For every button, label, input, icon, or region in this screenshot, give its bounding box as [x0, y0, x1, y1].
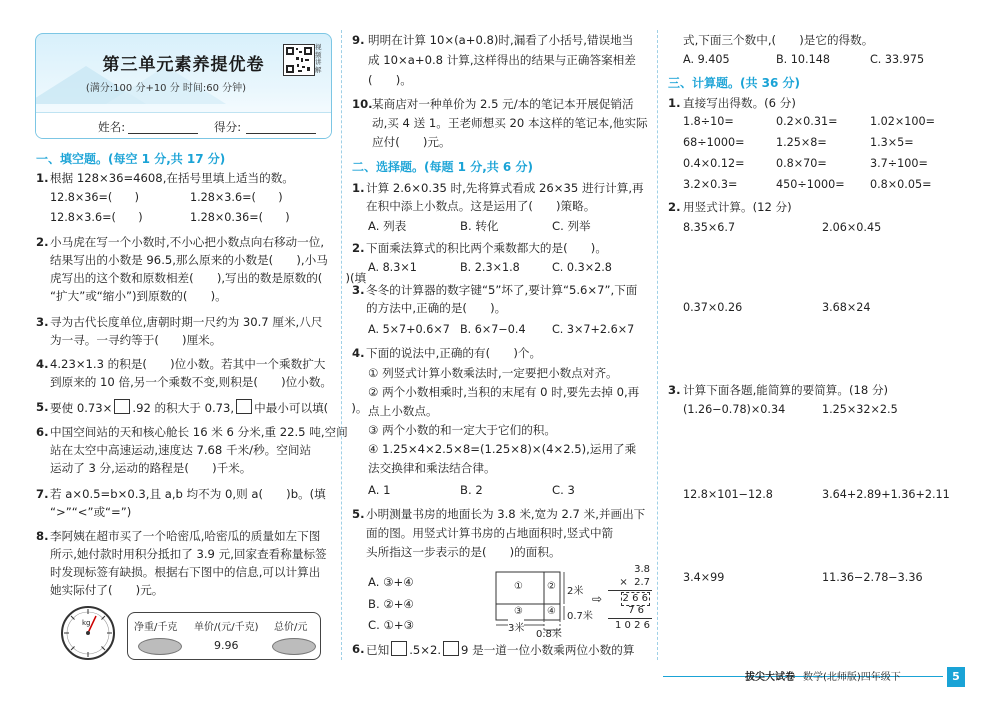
question-line: 计算 2.6×0.35 时,先将算式看成 26×35 进行计算,再: [366, 181, 644, 195]
question-number: 2.: [36, 235, 49, 249]
mental-calc-item[interactable]: 3.7÷100=: [870, 157, 928, 170]
vertical-multiplication: [602, 562, 654, 634]
question-line: 面的图。用竖式计算书房的占地面积时,竖式中箭: [366, 526, 614, 540]
option-b[interactable]: B. ②+④: [368, 597, 414, 611]
question-line: 应付( )元。: [372, 135, 451, 149]
question-line: 某商店对一种单价为 2.5 元/本的笔记本开展促销活: [372, 97, 634, 111]
vertical-line: 1 0 2 6: [615, 620, 650, 631]
c6-text-c: 9 是一道一位小数乘两位小数的算: [461, 643, 635, 657]
mental-calc-item[interactable]: 1.8÷10=: [683, 115, 734, 128]
name-field[interactable]: [128, 121, 198, 134]
c6-text-a: 已知: [366, 643, 390, 657]
question-line: 4.23×1.3 的积是( )位小数。若其中一个乘数扩大: [50, 357, 326, 371]
question-number: 3.: [352, 283, 365, 297]
vertical-calc-item[interactable]: 2.06×0.45: [822, 221, 882, 234]
question-number: 1.: [36, 171, 49, 185]
blank-box[interactable]: [443, 641, 459, 656]
option-a[interactable]: A. 8.3×1: [368, 261, 417, 274]
mental-calc-item[interactable]: 450÷1000=: [776, 178, 845, 191]
side-label: 2米: [567, 586, 584, 597]
table-header: 单价/(元/千克): [194, 622, 259, 633]
vertical-line: 2 6 6: [622, 593, 648, 604]
question-text: 用竖式计算。(12 分): [683, 200, 792, 214]
q5-text-a: 要使 0.73×: [50, 401, 113, 415]
statement: ④ 1.25×4×2.5×8=(1.25×8)×(4×2.5),运用了乘: [368, 442, 637, 456]
vertical-line: × 2.7: [619, 577, 650, 588]
question-number: 5.: [36, 400, 49, 414]
question-line: 她实际付了( )元。: [50, 583, 164, 597]
question-line: 虎写出的这个数和原数相差( ),写出的数是原数的( )(填: [50, 271, 367, 285]
vertical-rule: [608, 590, 652, 591]
score-field[interactable]: [246, 121, 316, 134]
mental-calc-item[interactable]: 0.8×0.05=: [870, 178, 932, 191]
vertical-line: 7 6: [628, 605, 644, 616]
table-header: 总价/元: [274, 622, 308, 633]
question-line: 结果写出的小数是 96.5,那么原来的小数是( ),小马: [50, 253, 328, 267]
vertical-calc-item[interactable]: 8.35×6.7: [683, 221, 736, 234]
statement: 点上小数点。: [368, 404, 438, 418]
question-line: 小明测量书房的地面长为 3.8 米,宽为 2.7 米,并画出下: [366, 507, 646, 521]
question-number: 2.: [352, 241, 365, 255]
price-label-table: [127, 612, 321, 660]
option-b[interactable]: B. 6×7−0.4: [460, 323, 526, 336]
smudged-value: [272, 638, 316, 655]
simplify-calc-item[interactable]: 1.25×32×2.5: [822, 403, 898, 416]
question-text: 直接写出得数。(6 分): [683, 96, 796, 110]
name-score-fields: [36, 112, 331, 139]
cell-label: ③: [514, 606, 523, 617]
question-number: 3.: [668, 383, 681, 397]
question-line: 寻为古代长度单位,唐朝时期一尺约为 30.7 厘米,八尺: [50, 315, 323, 329]
option-c[interactable]: C. 3: [552, 483, 575, 497]
smudged-value: [138, 638, 182, 655]
name-label: 姓名:: [98, 120, 126, 134]
simplify-calc-item[interactable]: 11.36−2.78−3.36: [822, 571, 923, 584]
blank-box[interactable]: [391, 641, 407, 656]
section-heading-choice: 二、选择题。(每题 1 分,共 6 分): [352, 160, 533, 174]
column-divider: [657, 30, 658, 660]
question-line: ( )。: [368, 73, 412, 87]
simplify-calc-item[interactable]: (1.26−0.78)×0.34: [683, 403, 786, 416]
bottom-label: 0.8米: [536, 629, 562, 640]
simplify-calc-item[interactable]: 3.4×99: [683, 571, 725, 584]
vertical-calc-item[interactable]: 0.37×0.26: [683, 301, 743, 314]
question-line: [366, 641, 634, 658]
option-b[interactable]: B. 2: [460, 483, 483, 497]
mental-calc-item[interactable]: 1.02×100=: [870, 115, 936, 128]
option-c[interactable]: C. 3×7+2.6×7: [552, 323, 635, 336]
unit-price-value: 9.96: [214, 639, 239, 652]
statement: 法交换律和乘法结合律。: [368, 461, 496, 475]
question-line: 中国空间站的天和核心舱长 16 米 6 分米,重 22.5 吨,空间: [50, 425, 348, 439]
q5-text-b: .92 的积大于 0.73,: [132, 401, 235, 415]
section-heading-calc: 三、计算题。(共 36 分): [668, 76, 801, 90]
footer-text: [745, 668, 901, 683]
question-line: “扩大”或“缩小”)到原数的( )。: [50, 289, 227, 303]
option-a[interactable]: A. 1: [368, 483, 391, 497]
question-text: 计算下面各题,能简算的要简算。(18 分): [683, 383, 889, 397]
exam-title: 第三单元素养提优卷: [102, 55, 265, 75]
vertical-line: 3.8: [634, 564, 650, 575]
question-number: 6.: [352, 642, 365, 656]
option-a[interactable]: A. 9.405: [683, 53, 730, 66]
question-line: 小马虎在写一个小数时,不小心把小数点向右移动一位,: [50, 235, 325, 249]
question-number: 4.: [352, 346, 365, 360]
mental-calc-item[interactable]: 68÷1000=: [683, 136, 745, 149]
scale-dial-icon: [60, 605, 116, 661]
simplify-calc-item[interactable]: 12.8×101−12.8: [683, 488, 773, 501]
option-c[interactable]: C. 列举: [552, 219, 591, 233]
simplify-calc-item[interactable]: 3.64+2.89+1.36+2.11: [822, 488, 950, 501]
question-line: 到原来的 10 倍,另一个乘数不变,则积是( )位小数。: [50, 375, 333, 389]
statement: ① 列竖式计算小数乘法时,一定要把小数点对齐。: [368, 366, 618, 380]
option-a[interactable]: A. ③+④: [368, 575, 414, 589]
option-c[interactable]: C. 0.3×2.8: [552, 261, 612, 274]
question-number: 6.: [36, 425, 49, 439]
option-c[interactable]: C. 33.975: [870, 53, 925, 66]
question-line: 下面的说法中,正确的有( )个。: [366, 346, 542, 360]
fill-item[interactable]: 1.28×0.36=( ): [190, 211, 290, 224]
option-b[interactable]: B. 2.3×1.8: [460, 261, 520, 274]
side-label: 0.7米: [567, 611, 593, 622]
option-a[interactable]: A. 5×7+0.6×7: [368, 323, 450, 336]
exam-subtitle: (满分:100 分+10 分 时间:60 分钟): [85, 83, 247, 94]
bottom-label: 3米: [508, 619, 524, 634]
question-line: [50, 399, 368, 416]
column-divider: [341, 30, 342, 660]
fill-item[interactable]: 12.8×36=( ): [50, 191, 139, 204]
question-number: 5.: [352, 507, 365, 521]
footer-brand: 拔尖大试卷: [745, 672, 795, 683]
statement: ③ 两个小数的和一定大于它们的积。: [368, 423, 556, 437]
mental-calc-item[interactable]: 1.3×5=: [870, 136, 914, 149]
question-number: 9.: [352, 33, 365, 47]
area-diagram: [494, 570, 604, 640]
table-header: 净重/千克: [134, 622, 178, 633]
c6-text-b: .5×2.: [409, 643, 442, 657]
exam-header-card: [35, 33, 332, 139]
mental-calc-item[interactable]: 0.4×0.12=: [683, 157, 745, 170]
question-line: 头所指这一步表示的是( )的面积。: [366, 545, 561, 559]
question-number: 8.: [36, 529, 49, 543]
vertical-rule: [608, 618, 652, 619]
mental-calc-item[interactable]: 0.8×70=: [776, 157, 827, 170]
q5-text-c: 中最小可以填( )。: [254, 401, 368, 415]
question-number: 4.: [36, 357, 49, 371]
question-line: 成 10×a+0.8 计算,这样得出的结果与正确答案相差: [368, 53, 636, 67]
cell-label: ②: [547, 581, 556, 592]
blank-box[interactable]: [114, 399, 130, 414]
question-line: 站在太空中高速运动,速度达 7.68 千米/秒。空间站: [50, 443, 312, 457]
scale-unit: kg: [82, 619, 91, 627]
option-a[interactable]: A. 列表: [368, 219, 407, 233]
question-number: 7.: [36, 487, 49, 501]
qr-label: 视频讲解: [315, 43, 322, 74]
question-number: 1.: [668, 96, 681, 110]
question-line: “>”“<”或“=”): [50, 505, 132, 519]
question-line: 明明在计算 10×(a+0.8)时,漏看了小括号,错误地当: [368, 33, 634, 47]
section-heading-fill-blank: 一、填空题。(每空 1 分,共 17 分): [36, 152, 226, 166]
vertical-calc-item[interactable]: 3.68×24: [822, 301, 871, 314]
blank-box[interactable]: [236, 399, 252, 414]
question-number: 1.: [352, 181, 365, 195]
fill-item[interactable]: 12.8×3.6=( ): [50, 211, 143, 224]
footer-subject: 数学(北师版)四年级下: [803, 672, 901, 683]
option-c[interactable]: C. ①+③: [368, 618, 414, 632]
question-line: 若 a×0.5=b×0.3,且 a,b 均不为 0,则 a( )b。(填: [50, 487, 326, 501]
fill-item[interactable]: 1.28×3.6=( ): [190, 191, 283, 204]
question-number: 2.: [668, 200, 681, 214]
question-line: 为一寻。一寻约等于( )厘米。: [50, 333, 222, 347]
qr-code-icon[interactable]: [283, 44, 315, 76]
score-label: 得分:: [214, 120, 242, 134]
question-number: 10.: [352, 97, 373, 111]
question-line: 运动了 3 分,运动的路程是( )千米。: [50, 461, 252, 475]
question-line: 冬冬的计算器的数字键“5”坏了,要计算“5.6×7”,下面: [366, 283, 638, 297]
option-b[interactable]: B. 10.148: [776, 53, 830, 66]
option-b[interactable]: B. 转化: [460, 219, 499, 233]
question-text: 根据 128×36=4608,在括号里填上适当的数。: [50, 171, 294, 185]
question-line: 时发现标签有缺损。根据右下图中的信息,可以计算出: [50, 565, 321, 579]
question-line: 动,买 4 送 1。王老师想买 20 本这样的笔记本,他实际: [372, 116, 648, 130]
mental-calc-item[interactable]: 1.25×8=: [776, 136, 827, 149]
question-line: 式,下面三个数中,( )是它的得数。: [683, 33, 874, 47]
question-line: 李阿姨在超市买了一个哈密瓜,哈密瓜的质量如左下图: [50, 529, 321, 543]
question-line: 在积中添上小数点。这是运用了( )策略。: [366, 199, 596, 213]
mental-calc-item[interactable]: 0.2×0.31=: [776, 115, 838, 128]
statement: ② 两个小数相乘时,当积的末尾有 0 时,要先去掉 0,再: [368, 385, 640, 399]
arrow-right-icon: ⇨: [592, 592, 603, 606]
question-line: 的方法中,正确的是( )。: [366, 301, 507, 315]
cell-label: ④: [547, 606, 556, 617]
cell-label: ①: [514, 581, 523, 592]
page-number: 5: [947, 667, 965, 687]
mental-calc-item[interactable]: 3.2×0.3=: [683, 178, 738, 191]
question-line: 下面乘法算式的积比两个乘数都大的是( )。: [366, 241, 607, 255]
question-number: 3.: [36, 315, 49, 329]
question-line: 所示,她付款时用积分抵扣了 3.9 元,回家查看称量标签: [50, 547, 327, 561]
